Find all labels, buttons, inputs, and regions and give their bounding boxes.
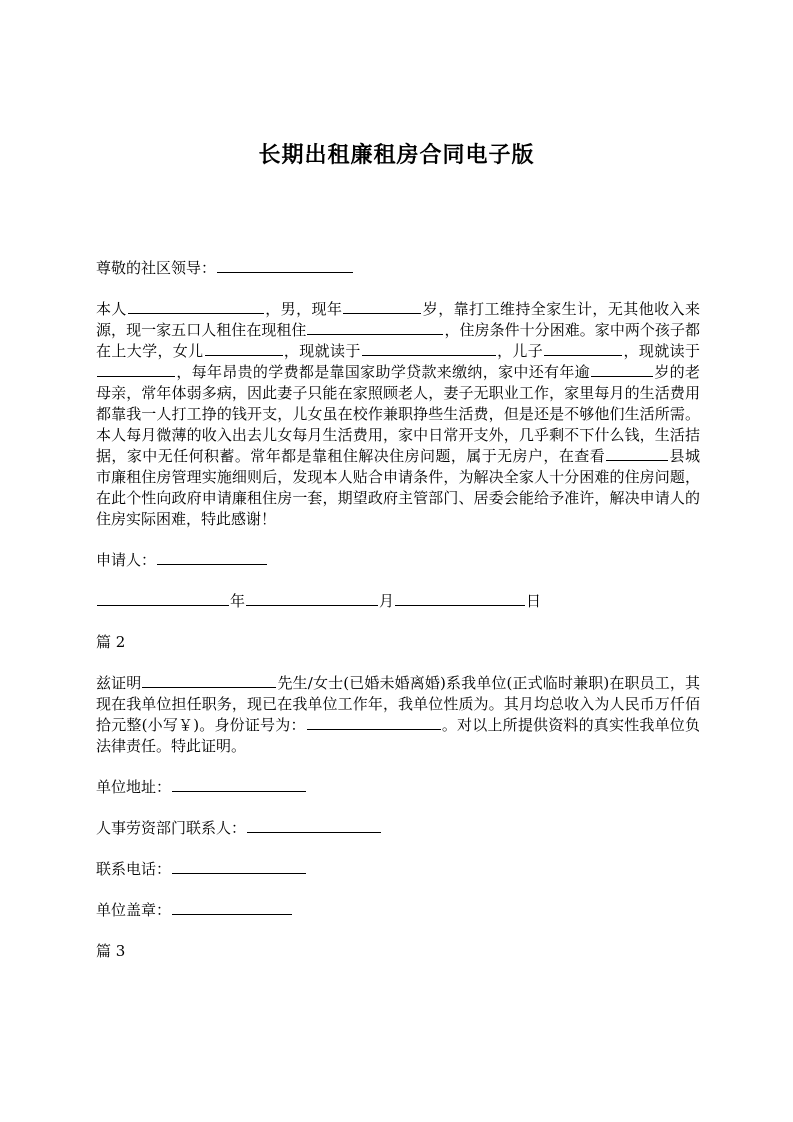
- certificate-body: [96, 673, 700, 757]
- blank-field: [343, 299, 421, 314]
- blank-field: [172, 859, 306, 874]
- blank-field: [307, 320, 443, 335]
- body-text: 本人: [96, 300, 127, 318]
- applicant-line: [96, 550, 700, 571]
- blank-field: [247, 818, 381, 833]
- blank-field: [217, 258, 353, 273]
- document-title: 长期出租廉租房合同电子版: [258, 143, 535, 168]
- body-text: 。对以上所提供资料的真实性我单位负法律责任。特此证明。: [96, 716, 700, 755]
- seal-label: 单位盖章：: [96, 901, 172, 919]
- salutation-line: [96, 258, 700, 279]
- applicant-label: 申请人：: [96, 551, 157, 569]
- body-text: 县城市廉租住房管理实施细则后，发现本人贴合申请条件，为解决全家人十分困难的住房问题，在此个性向政府申请廉租住房一套，期望政府主管部门、居委会能给予准许，解决申请人的住房实际困难，特此感谢！: [96, 447, 700, 528]
- blank-field: [362, 341, 496, 356]
- blank-field: [172, 777, 306, 792]
- blank-field: [246, 591, 378, 606]
- body-text: ，儿子: [496, 342, 544, 360]
- blank-field: [591, 362, 653, 377]
- blank-field: [544, 341, 622, 356]
- blank-field: [172, 900, 292, 915]
- salutation: 尊敬的社区领导：: [96, 259, 217, 277]
- date-line: [96, 591, 700, 612]
- phone-label: 联系电话：: [96, 860, 172, 878]
- blank-field: [395, 591, 525, 606]
- body-text: ，住房条件十分困难。家中两个孩子都在上大学，女儿: [96, 321, 700, 360]
- hr-contact-label: 人事劳资部门联系人：: [96, 819, 247, 837]
- blank-field: [157, 550, 267, 565]
- blank-field: [128, 299, 264, 314]
- blank-field: [97, 591, 229, 606]
- section-2-heading: 篇 2: [96, 633, 126, 651]
- body-text: ，现就读于: [283, 342, 361, 360]
- date-month-label: 月: [379, 592, 395, 610]
- blank-field: [97, 362, 175, 377]
- address-line: [96, 777, 700, 798]
- body-text: 兹证明: [96, 674, 142, 692]
- date-day-label: 日: [526, 592, 542, 610]
- blank-field: [606, 446, 668, 461]
- body-text: 岁，靠打工维持全家生计，无其他收入来源，现一家五口人租住在现租住: [96, 300, 700, 339]
- blank-field: [307, 715, 441, 730]
- body-text: 岁的老母亲，常年体弱多病，因此妻子只能在家照顾老人，妻子无职业工作，家里每月的生活费用都靠我一人打工挣的钱开支，儿女虽在校作兼职挣些生活费，但是还是不够他们生活所需。本人每月微薄的收入出去儿女每月生活费用，家中日常开支外，几乎剩不下什么钱，生活拮据，家中无任何积蓄。常年都是靠租住解决住房问题，属于无房户，在查看: [96, 363, 700, 465]
- address-label: 单位地址：: [96, 778, 172, 796]
- hr-contact-line: [96, 818, 700, 839]
- body-text: 先生/女士(已婚未婚离婚)系我单位(正式临时兼职)在职员工，其现在我单位担任职务，现已在我单位工作年，我单位性质为。其月均总收入为人民币万仟佰拾元整(小写￥)。身份证号为：: [96, 674, 700, 734]
- phone-line: [96, 859, 700, 880]
- date-year-label: 年: [230, 592, 246, 610]
- letter-body: [96, 299, 700, 530]
- body-text: ，男，现年: [264, 300, 343, 318]
- body-text: ，现就读于: [623, 342, 700, 360]
- seal-line: [96, 900, 700, 921]
- blank-field: [142, 673, 276, 688]
- body-text: ，每年昂贵的学费都是靠国家助学贷款来缴纳，家中还有年逾: [176, 363, 591, 381]
- document-content: [96, 258, 700, 982]
- blank-field: [205, 341, 283, 356]
- section-3-heading: 篇 3: [96, 942, 126, 960]
